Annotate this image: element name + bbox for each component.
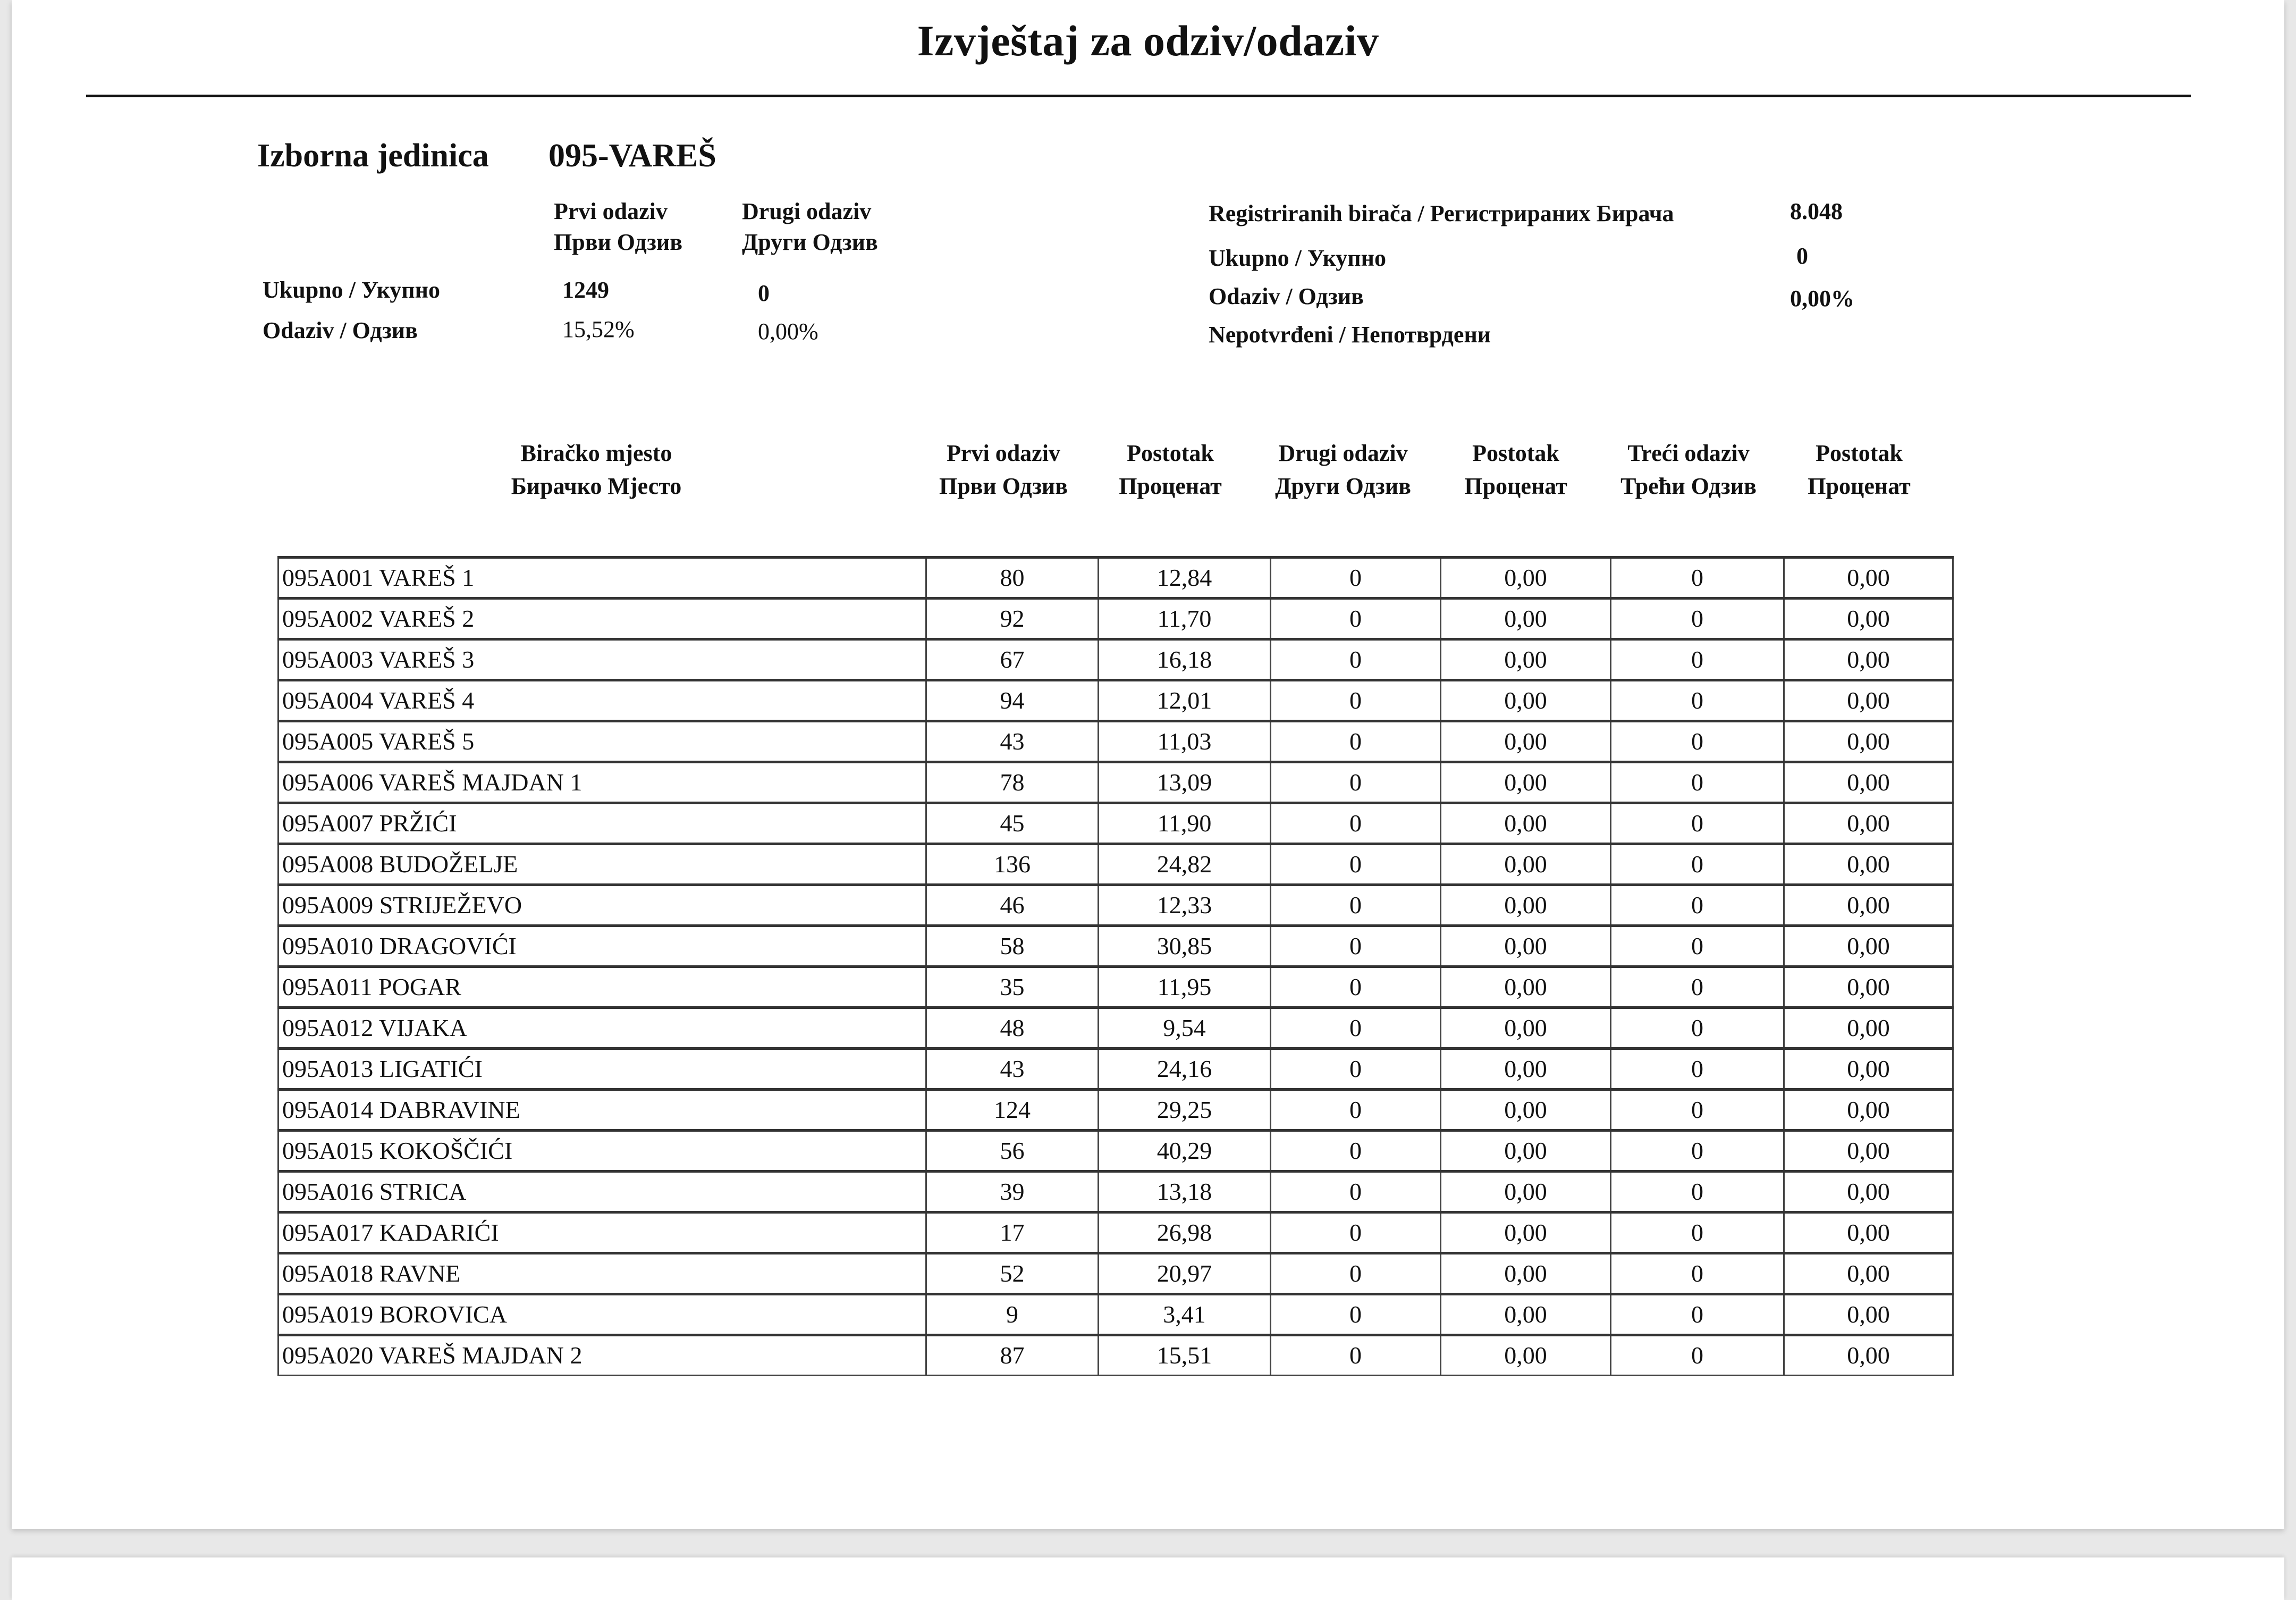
station-name: 095A005 VAREŠ 5 [278,721,926,762]
second-turnout: 0 [1271,1049,1441,1090]
header-third-turnout-latin: Treći odaziv [1627,440,1750,466]
third-percent: 0,00 [1784,1090,1953,1131]
third-turnout: 0 [1611,1212,1784,1253]
header-third-percent-latin: Postotak [1816,440,1903,466]
second-turnout: 0 [1271,1212,1441,1253]
second-percent: 0,00 [1441,599,1611,639]
third-turnout: 0 [1611,680,1784,721]
header-first-percent-latin: Postotak [1127,440,1214,466]
header-first-turnout-latin: Prvi odaziv [947,440,1060,466]
second-turnout: 0 [1271,599,1441,639]
second-percent: 0,00 [1441,721,1611,762]
third-percent: 0,00 [1784,1335,1953,1376]
second-turnout: 0 [1271,967,1441,1008]
second-percent: 0,00 [1441,844,1611,885]
summary-ukupno-second: 0 [758,280,770,306]
header-second-turnout-latin: Drugi odaziv [1278,440,1408,466]
table-row [278,1008,1953,1049]
first-percent: 13,18 [1099,1172,1271,1212]
first-turnout: 48 [926,1008,1099,1049]
third-percent: 0,00 [1784,1008,1953,1049]
first-turnout: 17 [926,1212,1099,1253]
second-turnout: 0 [1271,1008,1441,1049]
second-turnout: 0 [1271,1172,1441,1212]
next-page-edge [12,1557,2284,1600]
summary-odaziv-second: 0,00% [758,318,818,344]
first-percent: 16,18 [1099,639,1271,680]
registered-voters-label: Registriranih birača / Регистрираних Бирача [1209,200,1674,226]
summary-second-head-cyrillic: Други Одзив [742,229,878,255]
third-percent: 0,00 [1784,1131,1953,1172]
first-turnout: 43 [926,721,1099,762]
table-row [278,967,1953,1008]
first-turnout: 67 [926,639,1099,680]
station-name: 095A009 STRIJEŽEVO [278,885,926,926]
third-turnout: 0 [1611,558,1784,599]
third-turnout: 0 [1611,1294,1784,1335]
third-turnout: 0 [1611,1335,1784,1376]
third-turnout: 0 [1611,1049,1784,1090]
third-turnout: 0 [1611,599,1784,639]
first-percent: 24,16 [1099,1049,1271,1090]
third-percent: 0,00 [1784,680,1953,721]
third-percent: 0,00 [1784,803,1953,844]
header-second-turnout-cyrillic: Други Одзив [1275,473,1411,499]
third-percent: 0,00 [1784,1294,1953,1335]
second-percent: 0,00 [1441,926,1611,967]
unit-value: 095-VAREŠ [548,138,716,174]
third-turnout: 0 [1611,1008,1784,1049]
report-page [12,0,2284,1529]
table-row [278,762,1953,803]
header-second-percent-cyrillic: Проценат [1464,473,1567,499]
header-third-percent-cyrillic: Проценат [1808,473,1911,499]
second-turnout: 0 [1271,1335,1441,1376]
header-first-turnout-cyrillic: Први Одзив [939,473,1068,499]
second-turnout: 0 [1271,803,1441,844]
title-divider [86,95,2191,97]
header-second-turnout [1261,437,1425,503]
header-polling-station [490,437,703,503]
second-percent: 0,00 [1441,680,1611,721]
first-percent: 12,84 [1099,558,1271,599]
table-row [278,1212,1953,1253]
third-percent: 0,00 [1784,721,1953,762]
third-percent: 0,00 [1784,844,1953,885]
second-turnout: 0 [1271,885,1441,926]
third-percent: 0,00 [1784,1212,1953,1253]
third-turnout: 0 [1611,803,1784,844]
first-turnout: 52 [926,1253,1099,1294]
third-turnout: 0 [1611,1172,1784,1212]
first-percent: 12,01 [1099,680,1271,721]
header-polling-station-cyrillic: Бирачко Мјесто [511,473,682,499]
second-turnout: 0 [1271,1131,1441,1172]
first-percent: 9,54 [1099,1008,1271,1049]
right-odaziv-label: Odaziv / Одзив [1209,283,1364,309]
summary-ukupno-first: 1249 [562,277,609,303]
third-percent: 0,00 [1784,762,1953,803]
polling-stations-table [277,556,1954,1376]
registered-voters-value: 8.048 [1790,198,1843,224]
first-turnout: 136 [926,844,1099,885]
first-turnout: 80 [926,558,1099,599]
station-name: 095A006 VAREŠ MAJDAN 1 [278,762,926,803]
header-polling-station-latin: Biračko mjesto [520,440,672,466]
header-first-turnout [924,437,1083,503]
header-second-percent-latin: Postotak [1472,440,1559,466]
station-name: 095A003 VAREŠ 3 [278,639,926,680]
table-row [278,680,1953,721]
table-row [278,1049,1953,1090]
third-turnout: 0 [1611,885,1784,926]
report-title: Izvještaj za odziv/odaziv [917,16,1379,65]
first-turnout: 46 [926,885,1099,926]
nepotvrdeni-label: Nepotvrđeni / Непотврдени [1209,322,1491,348]
header-second-percent [1441,437,1590,503]
second-turnout: 0 [1271,721,1441,762]
table-row [278,1090,1953,1131]
table-row [278,1253,1953,1294]
station-name: 095A001 VAREŠ 1 [278,558,926,599]
first-percent: 13,09 [1099,762,1271,803]
summary-odaziv-label: Odaziv / Одзив [263,317,418,343]
station-name: 095A016 STRICA [278,1172,926,1212]
summary-first-head-latin: Prvi odaziv [554,198,668,224]
second-turnout: 0 [1271,926,1441,967]
first-percent: 11,70 [1099,599,1271,639]
summary-ukupno-label: Ukupno / Укупно [263,277,440,303]
second-percent: 0,00 [1441,1172,1611,1212]
table-row [278,885,1953,926]
header-first-percent-cyrillic: Проценат [1119,473,1222,499]
station-name: 095A002 VAREŠ 2 [278,599,926,639]
station-name: 095A008 BUDOŽELJE [278,844,926,885]
station-name: 095A011 POGAR [278,967,926,1008]
third-turnout: 0 [1611,762,1784,803]
third-percent: 0,00 [1784,639,1953,680]
third-percent: 0,00 [1784,967,1953,1008]
station-name: 095A014 DABRAVINE [278,1090,926,1131]
second-percent: 0,00 [1441,1008,1611,1049]
first-turnout: 94 [926,680,1099,721]
first-turnout: 78 [926,762,1099,803]
unit-label: Izborna jedinica [257,138,489,174]
second-turnout: 0 [1271,1294,1441,1335]
third-turnout: 0 [1611,926,1784,967]
second-turnout: 0 [1271,844,1441,885]
second-percent: 0,00 [1441,1253,1611,1294]
first-turnout: 35 [926,967,1099,1008]
summary-second-head-latin: Drugi odaziv [742,198,872,224]
station-name: 095A020 VAREŠ MAJDAN 2 [278,1335,926,1376]
table-row [278,1172,1953,1212]
first-percent: 40,29 [1099,1131,1271,1172]
third-turnout: 0 [1611,1090,1784,1131]
second-percent: 0,00 [1441,639,1611,680]
right-ukupno-value: 0 [1796,243,1808,269]
second-turnout: 0 [1271,639,1441,680]
first-turnout: 87 [926,1335,1099,1376]
second-percent: 0,00 [1441,558,1611,599]
first-turnout: 58 [926,926,1099,967]
right-odaziv-value: 0,00% [1790,285,1854,311]
station-name: 095A010 DRAGOVIĆI [278,926,926,967]
first-turnout: 56 [926,1131,1099,1172]
second-percent: 0,00 [1441,1212,1611,1253]
first-percent: 3,41 [1099,1294,1271,1335]
first-percent: 15,51 [1099,1335,1271,1376]
third-turnout: 0 [1611,1131,1784,1172]
station-name: 095A012 VIJAKA [278,1008,926,1049]
first-turnout: 124 [926,1090,1099,1131]
table-row [278,926,1953,967]
station-name: 095A004 VAREŠ 4 [278,680,926,721]
first-turnout: 9 [926,1294,1099,1335]
second-percent: 0,00 [1441,803,1611,844]
header-third-percent [1785,437,1934,503]
first-turnout: 43 [926,1049,1099,1090]
third-turnout: 0 [1611,721,1784,762]
second-percent: 0,00 [1441,1090,1611,1131]
station-name: 095A015 KOKOŠČIĆI [278,1131,926,1172]
third-percent: 0,00 [1784,1253,1953,1294]
second-percent: 0,00 [1441,1294,1611,1335]
table-row [278,844,1953,885]
summary-first-head-cyrillic: Први Одзив [554,229,683,255]
table-row [278,721,1953,762]
third-percent: 0,00 [1784,926,1953,967]
first-percent: 26,98 [1099,1212,1271,1253]
third-turnout: 0 [1611,1253,1784,1294]
table-row [278,1294,1953,1335]
table-row [278,1335,1953,1376]
second-percent: 0,00 [1441,885,1611,926]
third-percent: 0,00 [1784,1172,1953,1212]
header-third-turnout-cyrillic: Трећи Одзив [1620,473,1757,499]
third-percent: 0,00 [1784,885,1953,926]
third-turnout: 0 [1611,639,1784,680]
second-turnout: 0 [1271,762,1441,803]
first-turnout: 39 [926,1172,1099,1212]
station-name: 095A019 BOROVICA [278,1294,926,1335]
first-percent: 11,95 [1099,967,1271,1008]
summary-odaziv-first: 15,52% [562,316,635,342]
second-percent: 0,00 [1441,762,1611,803]
second-percent: 0,00 [1441,1335,1611,1376]
second-turnout: 0 [1271,1090,1441,1131]
first-percent: 11,03 [1099,721,1271,762]
station-name: 095A017 KADARIĆI [278,1212,926,1253]
table-row [278,558,1953,599]
second-percent: 0,00 [1441,1049,1611,1090]
table-row [278,803,1953,844]
table-row [278,599,1953,639]
third-percent: 0,00 [1784,558,1953,599]
first-percent: 20,97 [1099,1253,1271,1294]
table-row [278,1131,1953,1172]
header-third-turnout [1606,437,1771,503]
table-row [278,639,1953,680]
third-percent: 0,00 [1784,599,1953,639]
first-turnout: 45 [926,803,1099,844]
third-turnout: 0 [1611,844,1784,885]
first-percent: 11,90 [1099,803,1271,844]
right-ukupno-label: Ukupno / Укупно [1209,245,1386,271]
second-percent: 0,00 [1441,967,1611,1008]
station-name: 095A007 PRŽIĆI [278,803,926,844]
header-first-percent [1096,437,1245,503]
second-turnout: 0 [1271,680,1441,721]
third-turnout: 0 [1611,967,1784,1008]
first-turnout: 92 [926,599,1099,639]
first-percent: 29,25 [1099,1090,1271,1131]
first-percent: 30,85 [1099,926,1271,967]
station-name: 095A018 RAVNE [278,1253,926,1294]
first-percent: 12,33 [1099,885,1271,926]
first-percent: 24,82 [1099,844,1271,885]
second-percent: 0,00 [1441,1131,1611,1172]
second-turnout: 0 [1271,558,1441,599]
third-percent: 0,00 [1784,1049,1953,1090]
second-turnout: 0 [1271,1253,1441,1294]
station-name: 095A013 LIGATIĆI [278,1049,926,1090]
